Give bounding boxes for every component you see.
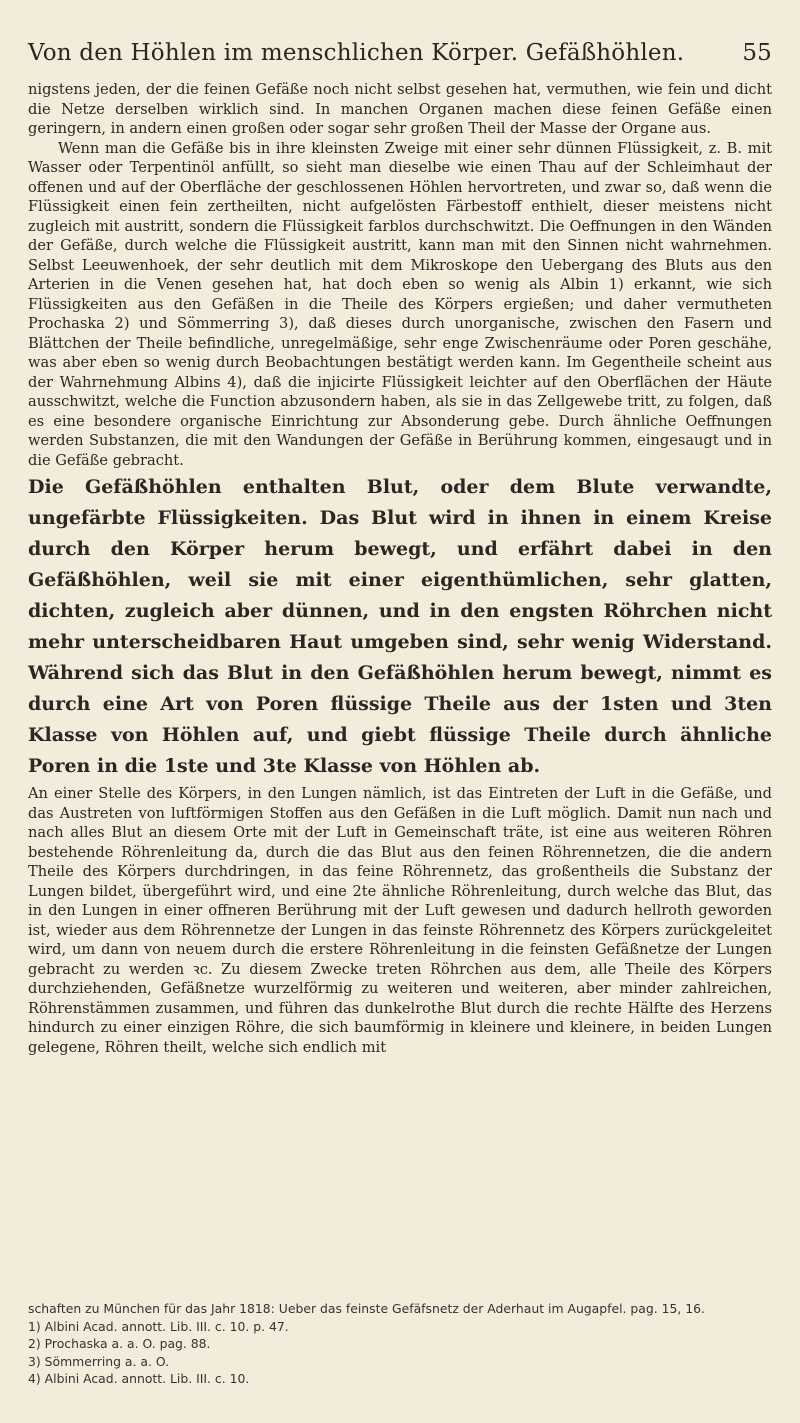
running-header bbox=[28, 40, 772, 74]
footnote-continuation: schaften zu München für das Jahr 1818: Ueber das feinste Gefäfsnetz der Aderhaut im Augapfel. pag. 15, 16. bbox=[28, 1301, 705, 1316]
footnote-4: 4) Albini Acad. annott. Lib. III. c. 10. bbox=[28, 1371, 250, 1386]
paragraph-1: nigstens jeden, der die feinen Gefäße noch nicht selbst gesehen hat, vermuthen, wie fein und dicht die Netze derselben wirklich sind. In manchen Organen machen diese feinen Gefäße einen geringern, in andern einen großen oder sogar sehr großen Theil der Masse der Organe aus. bbox=[28, 81, 772, 137]
paragraph-4: An einer Stelle des Körpers, in den Lungen nämlich, ist das Eintreten der Luft in die Gefäße, und das Austreten von luftförmigen Stoffen aus den Gefäßen in die Luft möglich. Damit nun nach und nach alles Blut an diesem Orte mit der Luft in Gemeinschaft träte, ist eine aus weiteren Röhren bestehende Röhrenleitung da, durch die das Blut aus den feinen Röhrennetzen, die die andern Theile des Körpers durchdringen, in das feine Röhrennetz, das großentheils die Substanz der Lungen bildet, übergeführt wird, und eine 2te ähnliche Röhrenleitung, durch welche das Blut, das in den Lungen in einer offneren Berührung mit der Luft gewesen und dadurch hellroth geworden ist, wieder aus dem Röhrennetze der Lungen in das feinste Röhrennetz des Körpers zurückgeleitet wird, um dann von neuem durch die erstere Röhrenleitung in die feinsten Gefäßnetze der Lungen gebracht zu werden ꝛc. Zu diesem Zwecke treten Röhrchen aus dem, alle Theile des Körpers durchziehenden, Gefäßnetze wurzelförmig zu weiteren und weiteren, aber minder zahlreichen, Röhrenstämmen zusammen, und führen das dunkelrothe Blut durch die rechte Hälfte des Herzens hindurch zu einer einzigen Röhre, die sich baumförmig in kleinere und kleinere, in beiden Lungen gelegene, Röhren theilt, welche sich endlich mit bbox=[28, 785, 772, 1056]
footnote-1: 1) Albini Acad. annott. Lib. III. c. 10. p. 47. bbox=[28, 1318, 289, 1334]
footnote-2: 2) Prochaska a. a. O. pag. 88. bbox=[28, 1336, 211, 1351]
footnotes bbox=[28, 1300, 772, 1388]
bold-paragraph: Die Gefäßhöhlen enthalten Blut, oder dem Blute verwandte, ungefärbte Flüssigkeiten. Das Blut wird in ihnen in einem Kreise durch den Körper herum bewegt, und erfährt dabei in den Gefäßhöhlen, weil sie mit einer eigenthümlichen, sehr glatten, dichten, zugleich aber dünnen, und in den engsten Röhrchen nicht mehr unterscheidbaren Haut umgeben sind, sehr wenig Widerstand. Während sich das Blut in den Gefäßhöhlen herum bewegt, nimmt es durch eine Art von Poren flüssige Theile aus der 1sten und 3ten Klasse von Höhlen auf, und giebt flüssige Theile durch ähnliche Poren in die 1ste und 3te Klasse von Höhlen ab. bbox=[28, 476, 772, 777]
page-number: 55 bbox=[742, 40, 772, 66]
running-title: Von den Höhlen im menschlichen Körper. Gefäßhöhlen. bbox=[28, 40, 685, 66]
footnote-3: 3) Sömmerring a. a. O. bbox=[28, 1353, 170, 1369]
body-text bbox=[28, 80, 772, 1057]
paragraph-2: Wenn man die Gefäße bis in ihre kleinsten Zweige mit einer sehr dünnen Flüssigkeit, z. B. mit Wasser oder Terpentinöl anfüllt, so sieht man dieselbe wie einen Thau auf der Schleimhaut der offenen und auf der Oberfläche der geschlossenen Höhlen hervortreten, und zwar so, daß wenn die Flüssigkeit einen fein zertheilten, nicht aufgelösten Färbestoff enthielt, dieser meistens nicht zugleich mit austritt, sondern die Flüssigkeit farblos durchschwitzt. Die Oeffnungen in den Wänden der Gefäße, durch welche die Flüssigkeit austritt, kann man mit den Sinnen nicht wahrnehmen. Selbst Leeuwenhoek, der sehr deutlich mit dem Mikroskope den Uebergang des Bluts aus den Arterien in die Venen gesehen hat, hat doch eben so wenig als Albin 1) erkannt, wie sich Flüssigkeiten aus den Gefäßen in die Theile des Körpers ergießen; und daher vermutheten Prochaska 2) und Sömmerring 3), daß dieses durch unorganische, zwischen den Fasern und Blättchen der Theile befindliche, unregelmäßige, sehr enge Zwischenräume oder Poren geschähe, was aber eben so wenig durch Beobachtungen bestätigt werden kann. Im Gegentheile scheint aus der Wahrnehmung Albins 4), daß die injicirte Flüssigkeit leichter auf den Oberflächen der Häute ausschwitzt, welche die Function abzusondern haben, als sie in das Zellgewebe tritt, zu folgen, daß es eine besondere organische Einrichtung zur Absonderung gebe. Durch ähnliche Oeffnungen werden Substanzen, die mit den Wandungen der Gefäße in Berührung kommen, eingesaugt und in die Gefäße gebracht. bbox=[28, 139, 772, 469]
